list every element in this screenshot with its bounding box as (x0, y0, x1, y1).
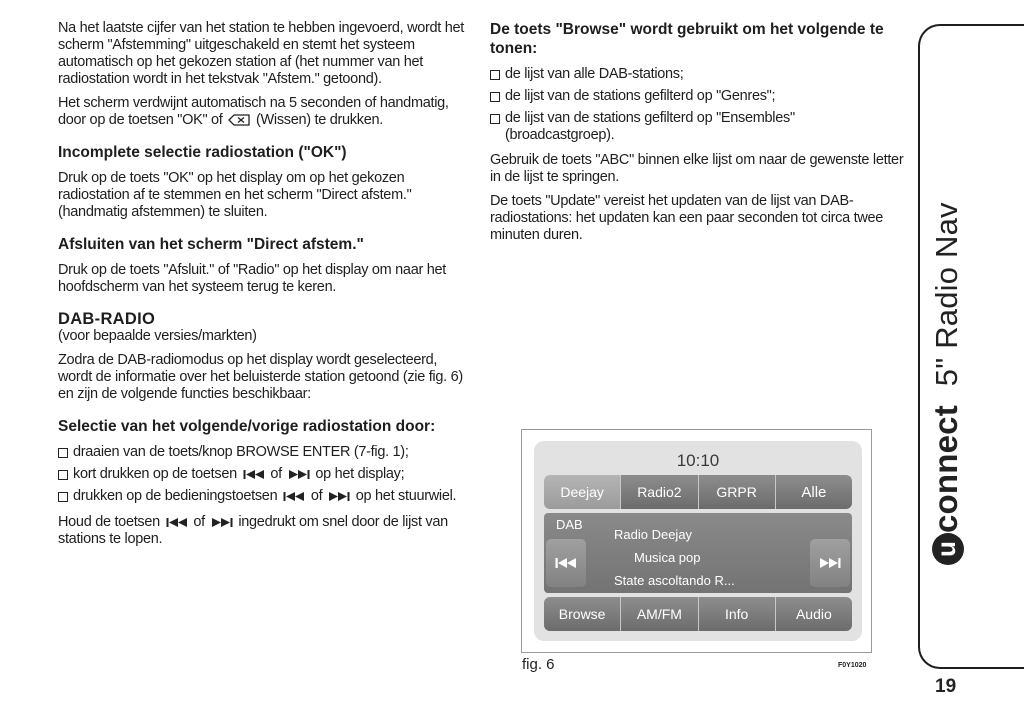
checkbox-bullet-icon (58, 492, 68, 502)
bullet-genres-text: de lijst van de stations gefilterd op "Genres"; (505, 88, 776, 104)
bullet-display-keys-c: op het display; (315, 466, 405, 482)
paragraph-exit-screen: Druk op de toets "Afsluit." of "Radio" op het display om naar het hoofdscherm van het systeem terug te keren. (58, 262, 446, 295)
bullet-steering-keys-text (73, 488, 456, 505)
bullet-ensembles-text: de lijst van de stations gefilterd op "Ensembles" (broadcastgroep). (505, 110, 795, 143)
radio-screen (534, 441, 862, 641)
paragraph-screen-close (58, 95, 472, 129)
station-info-panel (544, 513, 852, 593)
heading-exit-direct-tune: Afsluiten van het scherm "Direct afstem." (58, 236, 364, 253)
paragraph-hold-keys-b: of (193, 514, 205, 530)
preset-grpr-button[interactable]: GRPR (699, 475, 776, 509)
bullet-genres (490, 88, 904, 105)
bullet-ensembles (490, 110, 904, 144)
paragraph-abc-key: Gebruik de toets "ABC" binnen elke lijst om naar de gewenste letter in de lijst te springen. (490, 152, 904, 185)
info-button[interactable]: Info (699, 597, 776, 631)
paragraph-ok-key: Druk op de toets "OK" op het display om op het gekozen radiostation af te stemmen en het scherm "Direct afstem." (handmatig afstemmen) te sluiten. (58, 170, 412, 220)
audio-button[interactable]: Audio (776, 597, 852, 631)
bullet-steering-keys-c: op het stuurwiel. (355, 488, 457, 504)
bullet-display-keys-b: of (270, 466, 282, 482)
station-name: Radio Deejay (614, 527, 693, 542)
previous-station-button[interactable] (546, 539, 586, 587)
checkbox-bullet-icon (58, 448, 68, 458)
previous-track-icon (166, 517, 188, 528)
figure-code: F0Y1020 (838, 662, 867, 669)
station-info (614, 523, 784, 592)
brand-logo (927, 405, 964, 565)
heading-dab-radio: DAB-RADIO (58, 310, 156, 328)
paragraph-screen-close-b: (Wissen) te drukken. (256, 112, 383, 128)
heading-incomplete-selection: Incomplete selectie radiostation ("OK") (58, 144, 347, 161)
bullet-all-stations (490, 66, 904, 83)
bullet-steering-keys-b: of (310, 488, 323, 504)
previous-track-icon (555, 557, 577, 569)
bullet-display-keys-a: kort drukken op de toetsen (73, 466, 237, 482)
delete-key-icon (228, 114, 250, 126)
next-station-button[interactable] (810, 539, 850, 587)
brand-logo-text: connect (927, 405, 964, 533)
checkbox-bullet-icon (490, 114, 500, 124)
station-genre: Musica pop (634, 550, 701, 565)
am-fm-button[interactable]: AM/FM (621, 597, 698, 631)
preset-radio2-button[interactable]: Radio2 (621, 475, 698, 509)
bullet-display-keys-text (73, 466, 404, 483)
bullet-steering-keys-a: drukken op de bedieningstoetsen (73, 488, 278, 504)
previous-track-icon (283, 491, 305, 502)
paragraph-tuning-done: Na het laatste cijfer van het station te hebben ingevoerd, wordt het scherm "Afstemming" uitgeschakeld en stemt het systeem automatisch op het gekozen station af (het nummer van het radiostation wordt in het tekstvak "Afstem." getoond). (58, 20, 465, 87)
bullet-steering-keys (58, 488, 472, 505)
bullet-browse-knob (58, 444, 472, 461)
preset-button-row (544, 475, 852, 509)
paragraph-hold-keys (58, 514, 472, 548)
heading-browse-key: De toets "Browse" wordt gebruikt om het volgende te tonen: (490, 21, 884, 57)
next-track-icon (328, 491, 350, 502)
clock-display: 10:10 (676, 451, 720, 470)
right-column (490, 20, 904, 251)
next-track-icon (819, 557, 841, 569)
paragraph-hold-keys-c: ingedrukt om snel door de lijst van stations te lopen. (58, 514, 448, 547)
checkbox-bullet-icon (490, 70, 500, 80)
bullet-all-stations-text: de lijst van alle DAB-stations; (505, 66, 684, 82)
chapter-title-text: 5" Radio Nav (929, 202, 964, 387)
band-label: DAB (556, 517, 583, 532)
chapter-title (927, 202, 965, 565)
bullet-browse-knob-text: draaien van de toets/knop BROWSE ENTER (7-fig. 1); (73, 444, 409, 460)
previous-track-icon (243, 469, 265, 480)
checkbox-bullet-icon (490, 92, 500, 102)
paragraph-hold-keys-a: Houd de toetsen (58, 514, 160, 530)
dab-radio-subtitle: (voor bepaalde versies/markten) (58, 328, 257, 344)
checkbox-bullet-icon (58, 470, 68, 480)
next-track-icon (211, 517, 233, 528)
station-status: State ascoltando R... (614, 573, 735, 588)
left-column (58, 20, 472, 555)
page-number: 19 (935, 676, 957, 697)
paragraph-dab-mode: Zodra de DAB-radiomodus op het display wordt geselecteerd, wordt de informatie over het beluisterde station getoond (zie fig. 6) en zijn de volgende functies beschikbaar: (58, 352, 463, 402)
paragraph-screen-close-a: Het scherm verdwijnt automatisch na 5 seconden of handmatig, door op de toetsen "OK" of (58, 95, 449, 128)
figure-caption: fig. 6 (522, 656, 555, 673)
brand-logo-u: u (932, 533, 964, 565)
preset-deejay-button[interactable]: Deejay (544, 475, 621, 509)
function-button-row (544, 597, 852, 631)
all-stations-button[interactable]: Alle (776, 475, 852, 509)
heading-station-selection: Selectie van het volgende/vorige radiostation door: (58, 418, 436, 435)
paragraph-update-key: De toets "Update" vereist het updaten van de lijst van DAB-radiostations: het updaten kan een paar seconden tot circa twee minuten duren. (490, 193, 884, 243)
browse-button[interactable]: Browse (544, 597, 621, 631)
next-track-icon (288, 469, 310, 480)
bullet-display-keys (58, 466, 472, 483)
